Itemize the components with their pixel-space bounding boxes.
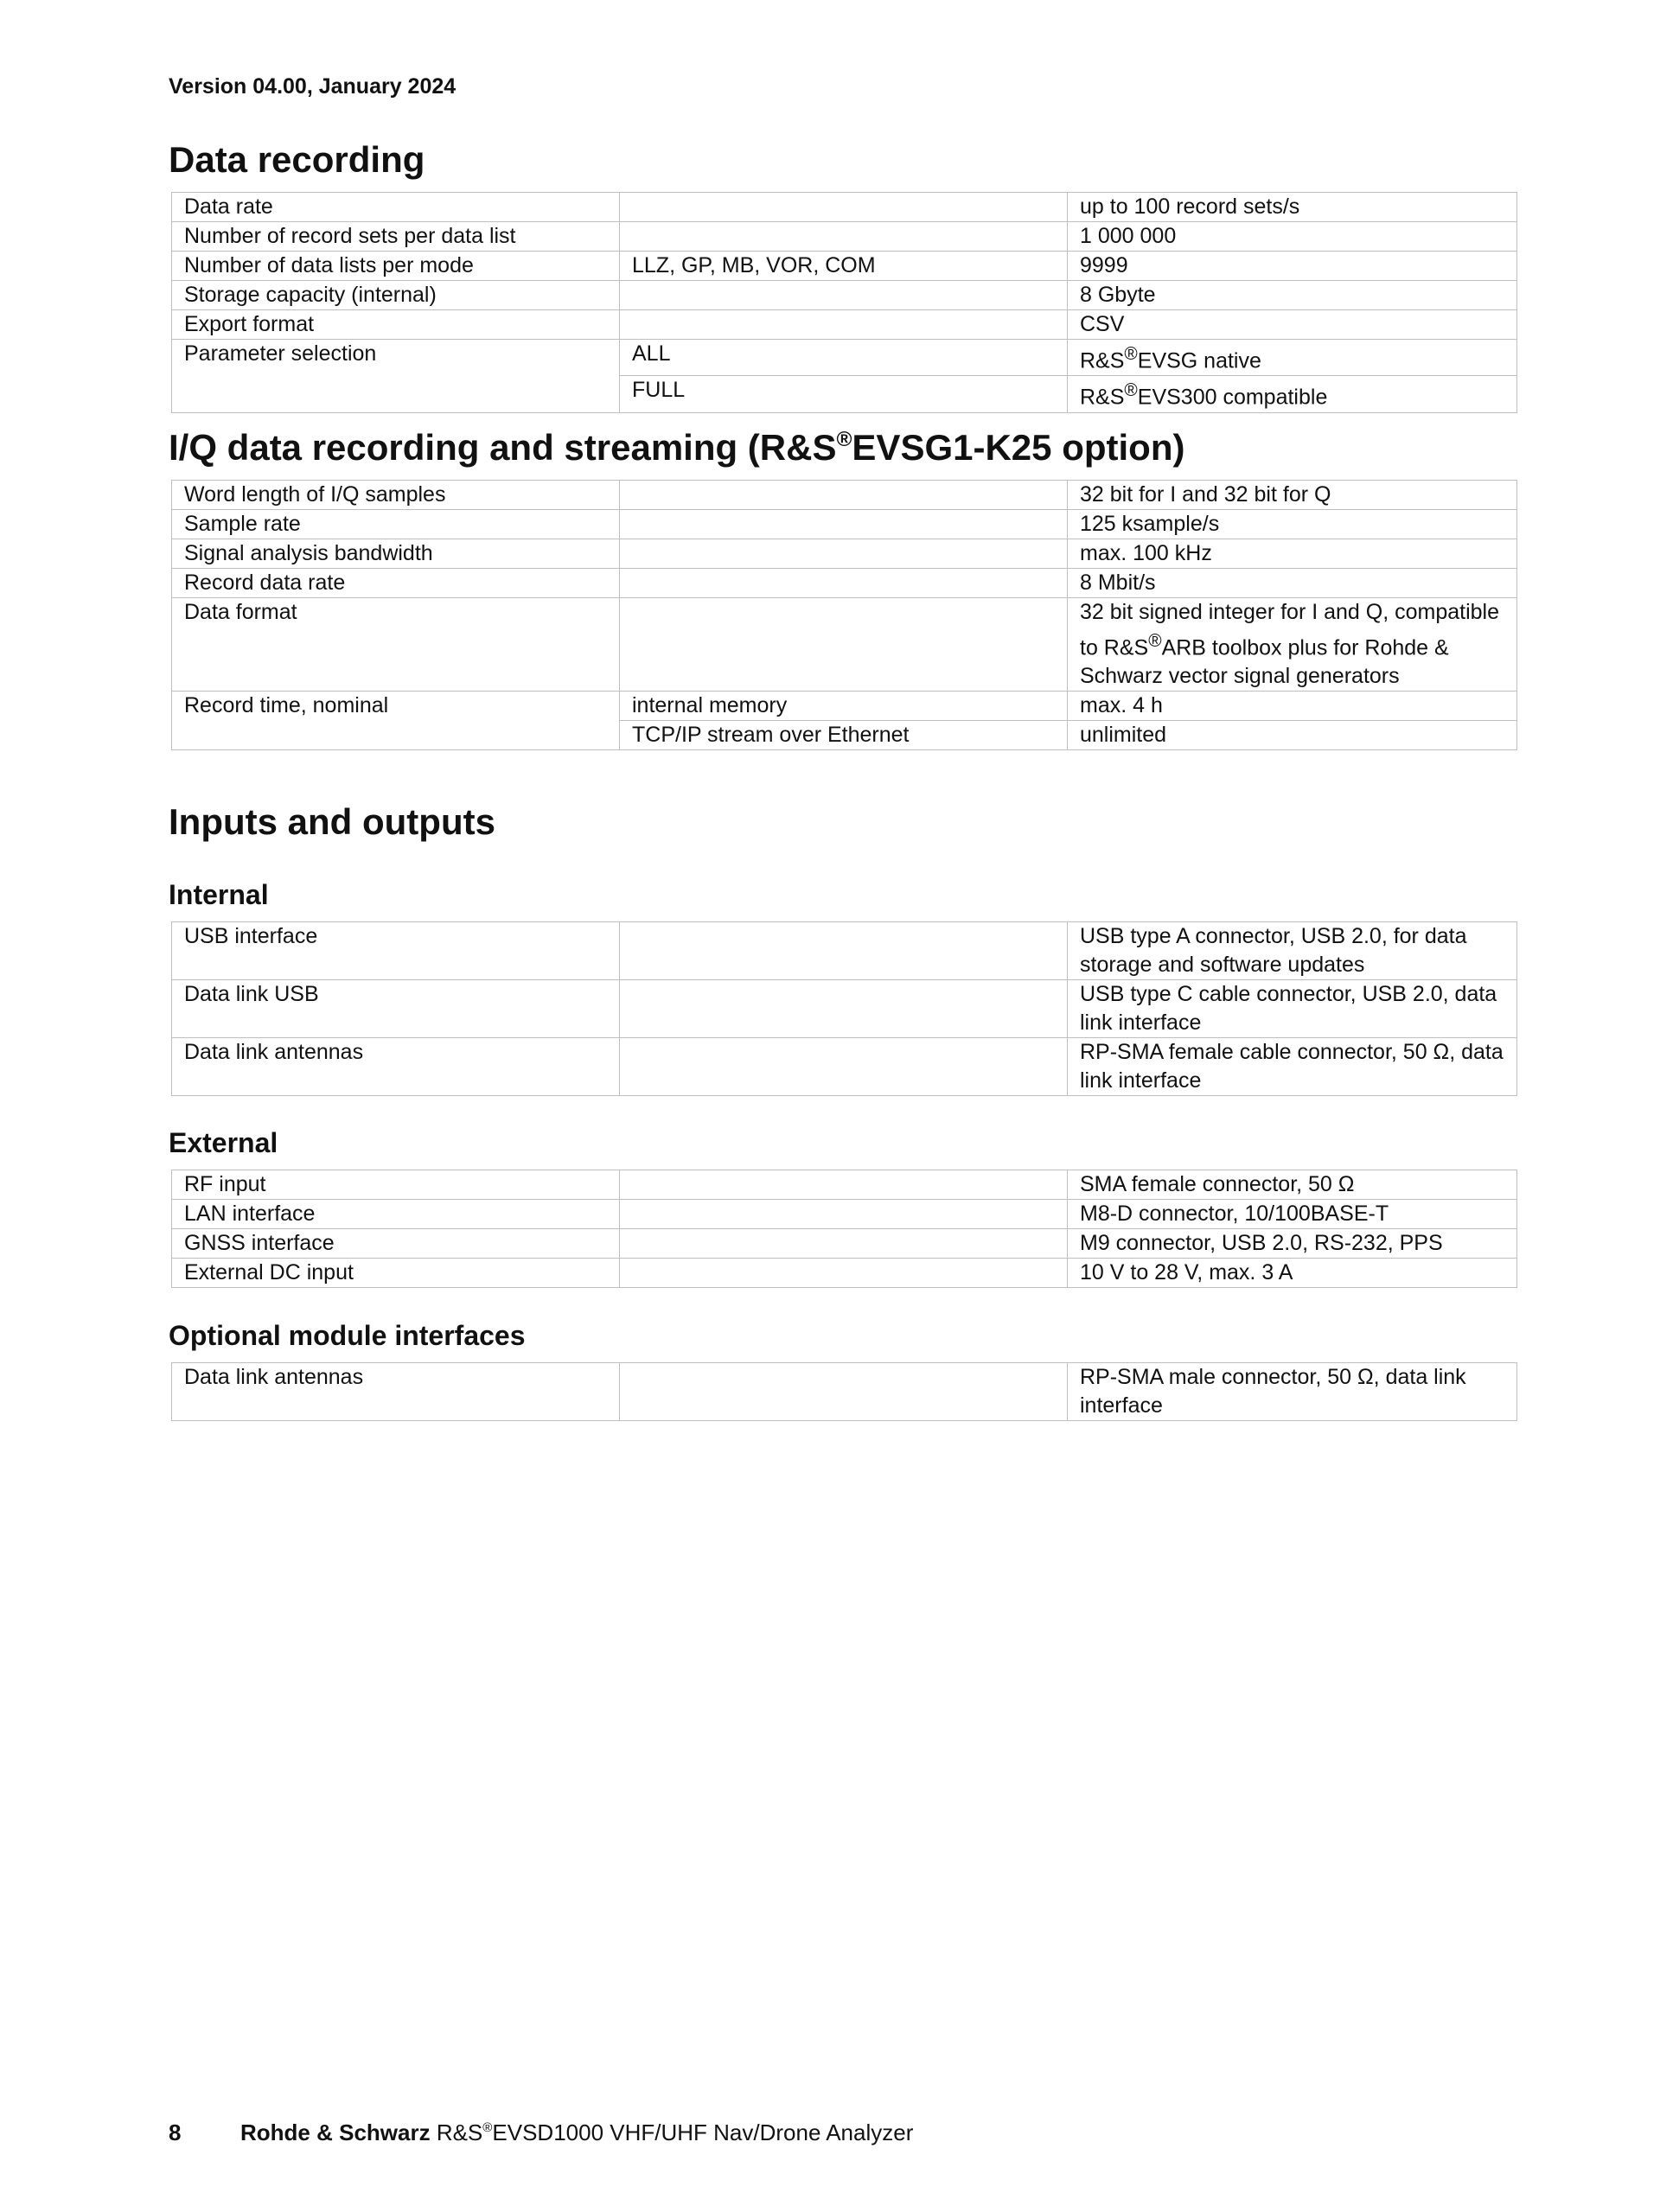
spec-value: CSV: [1068, 310, 1517, 340]
spec-label: Number of record sets per data list: [172, 222, 620, 252]
subsection-title-external: External: [169, 1127, 278, 1158]
spec-value: 32 bit signed integer for I and Q, compatible to R&S®ARB toolbox plus for Rohde & Schwarz vector signal generators: [1068, 598, 1517, 692]
table-row: [172, 252, 1517, 281]
table-row: [172, 922, 1517, 980]
section-title-inputs-outputs: Inputs and outputs: [169, 801, 495, 842]
table-row: [172, 1229, 1517, 1259]
subsection-title-internal: Internal: [169, 879, 269, 910]
spec-label: Export format: [172, 310, 620, 340]
optional-module-table: [171, 1362, 1517, 1421]
footer-brand: Rohde & Schwarz: [240, 2120, 431, 2145]
spec-label: [172, 721, 620, 750]
spec-value: max. 100 kHz: [1068, 539, 1517, 569]
footer-product: R&S®EVSD1000 VHF/UHF Nav/Drone Analyzer: [430, 2120, 914, 2145]
spec-value: USB type A connector, USB 2.0, for data storage and software updates: [1068, 922, 1517, 980]
spec-label: Storage capacity (internal): [172, 281, 620, 310]
spec-label: Sample rate: [172, 510, 620, 539]
spec-value: M8-D connector, 10/100BASE-T: [1068, 1200, 1517, 1229]
spec-label: Data format: [172, 598, 620, 692]
table-row: [172, 193, 1517, 222]
spec-label: External DC input: [172, 1259, 620, 1288]
spec-value: 125 ksample/s: [1068, 510, 1517, 539]
section-title-data-recording: Data recording: [169, 139, 425, 180]
spec-condition: [620, 598, 1068, 692]
spec-value: R&S®EVSG native: [1068, 340, 1517, 376]
table-row: [172, 481, 1517, 510]
spec-label: LAN interface: [172, 1200, 620, 1229]
spec-value: SMA female connector, 50 Ω: [1068, 1170, 1517, 1200]
spec-condition: ALL: [620, 340, 1068, 376]
spec-label: USB interface: [172, 922, 620, 980]
spec-value: 1 000 000: [1068, 222, 1517, 252]
subsection-title-optional-modules: Optional module interfaces: [169, 1320, 526, 1351]
spec-value: 8 Gbyte: [1068, 281, 1517, 310]
spec-condition: LLZ, GP, MB, VOR, COM: [620, 252, 1068, 281]
spec-condition: [620, 1038, 1068, 1096]
spec-condition: [620, 1170, 1068, 1200]
spec-label: Data link antennas: [172, 1038, 620, 1096]
iq-recording-table: [171, 480, 1517, 750]
spec-condition: FULL: [620, 376, 1068, 412]
spec-condition: [620, 222, 1068, 252]
spec-condition: [620, 281, 1068, 310]
table-row: [172, 569, 1517, 598]
table-row: [172, 376, 1517, 412]
table-row: [172, 340, 1517, 376]
spec-value: 9999: [1068, 252, 1517, 281]
spec-condition: [620, 1259, 1068, 1288]
page-footer: [169, 2120, 913, 2146]
spec-label: Signal analysis bandwidth: [172, 539, 620, 569]
spec-condition: [620, 510, 1068, 539]
spec-label: RF input: [172, 1170, 620, 1200]
spec-condition: [620, 310, 1068, 340]
table-row: [172, 222, 1517, 252]
spec-label: Data link antennas: [172, 1363, 620, 1421]
table-row: [172, 721, 1517, 750]
spec-label: Data link USB: [172, 980, 620, 1038]
spec-condition: [620, 539, 1068, 569]
table-row: [172, 598, 1517, 692]
table-row: [172, 1259, 1517, 1288]
spec-value: M9 connector, USB 2.0, RS-232, PPS: [1068, 1229, 1517, 1259]
spec-condition: [620, 1200, 1068, 1229]
data-recording-table: [171, 192, 1517, 413]
spec-label: Number of data lists per mode: [172, 252, 620, 281]
spec-condition: internal memory: [620, 692, 1068, 721]
internal-io-table: [171, 921, 1517, 1096]
spec-value: unlimited: [1068, 721, 1517, 750]
spec-condition: [620, 481, 1068, 510]
table-row: [172, 281, 1517, 310]
spec-label: Data rate: [172, 193, 620, 222]
table-row: [172, 980, 1517, 1038]
section-title-iq-recording: I/Q data recording and streaming (R&S®EVSG1-K25 option): [169, 427, 1185, 468]
spec-value: 10 V to 28 V, max. 3 A: [1068, 1259, 1517, 1288]
spec-value: 32 bit for I and 32 bit for Q: [1068, 481, 1517, 510]
spec-condition: [620, 569, 1068, 598]
spec-label: Word length of I/Q samples: [172, 481, 620, 510]
table-row: [172, 510, 1517, 539]
spec-value: RP-SMA female cable connector, 50 Ω, data link interface: [1068, 1038, 1517, 1096]
spec-condition: [620, 193, 1068, 222]
spec-label: Record time, nominal: [172, 692, 620, 721]
spec-label: Record data rate: [172, 569, 620, 598]
spec-condition: [620, 1363, 1068, 1421]
spec-value: max. 4 h: [1068, 692, 1517, 721]
table-row: [172, 1038, 1517, 1096]
page-number: 8: [169, 2120, 182, 2145]
spec-value: 8 Mbit/s: [1068, 569, 1517, 598]
spec-value: R&S®EVS300 compatible: [1068, 376, 1517, 412]
table-row: [172, 539, 1517, 569]
version-header: Version 04.00, January 2024: [169, 74, 456, 99]
table-row: [172, 1363, 1517, 1421]
spec-label: GNSS interface: [172, 1229, 620, 1259]
table-row: [172, 310, 1517, 340]
spec-condition: [620, 922, 1068, 980]
spec-value: up to 100 record sets/s: [1068, 193, 1517, 222]
table-row: [172, 692, 1517, 721]
table-row: [172, 1200, 1517, 1229]
spec-condition: TCP/IP stream over Ethernet: [620, 721, 1068, 750]
table-row: [172, 1170, 1517, 1200]
spec-value: RP-SMA male connector, 50 Ω, data link interface: [1068, 1363, 1517, 1421]
spec-value: USB type C cable connector, USB 2.0, data link interface: [1068, 980, 1517, 1038]
spec-condition: [620, 980, 1068, 1038]
external-io-table: [171, 1170, 1517, 1288]
spec-label: Parameter selection: [172, 340, 620, 376]
spec-label: [172, 376, 620, 412]
spec-condition: [620, 1229, 1068, 1259]
